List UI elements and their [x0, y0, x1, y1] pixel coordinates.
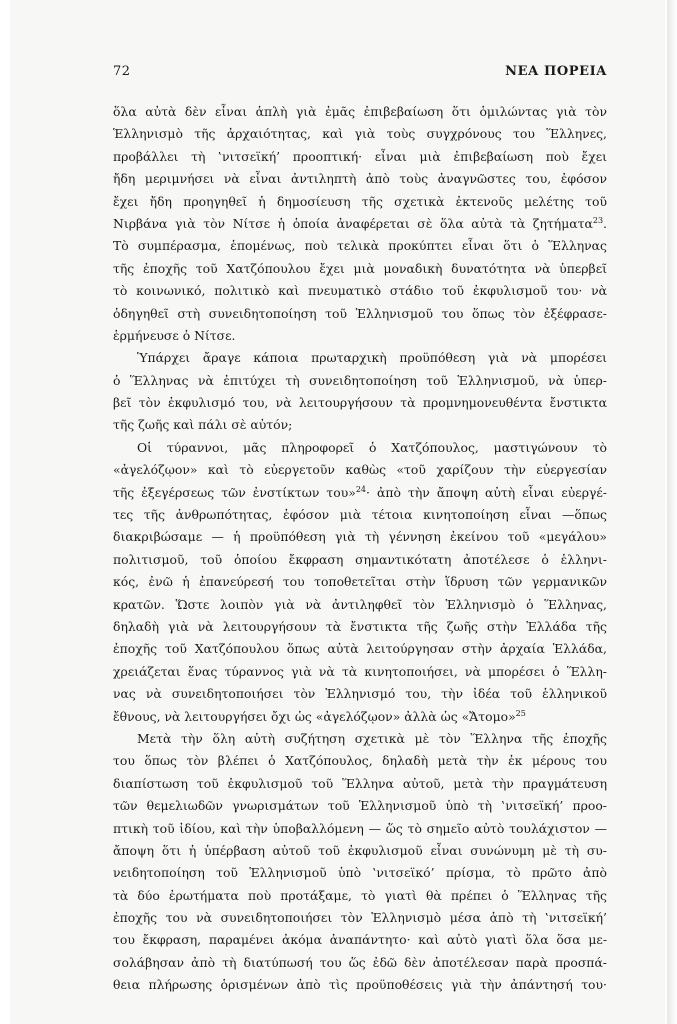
page-number: 72 [113, 64, 131, 79]
page-header [113, 64, 607, 84]
text-line: ὁδηγηθεῖ στὴ συνειδητοποίηση τοῦ Ἑλληνισμοῦ του ὅπως τὸν ἐξέφρασε- [113, 305, 607, 321]
text-line: χρειάζεται ἕνας τύραννος γιὰ νὰ τὰ κινητοποιήσει, νὰ μπορέσει ὁ Ἕλλη- [113, 663, 607, 679]
text-line: δηλαδὴ γιὰ νὰ λειτουργήσουν τὰ ἔνστικτα τῆς ζωῆς στὴν Ἑλλάδα τῆς [113, 618, 607, 634]
text-line: προβάλλει τὴ ‛νιτσεϊκή’ προοπτική· εἶναι μιὰ ἐπιβεβαίωση ποὺ ἔχει [113, 148, 607, 164]
footnote-ref: 24 [355, 484, 367, 494]
text-line: κρατῶν. Ὥστε λοιπὸν γιὰ νὰ ἀντιληφθεῖ τὸν Ἑλληνισμὸ ὁ Ἕλληνας, [113, 596, 607, 612]
footnote-ref: 23 [592, 215, 604, 225]
text-line: Τὸ συμπέρασμα, ἑπομένως, ποὺ τελικὰ προκύπτει εἶναι ὅτι ὁ Ἕλληνας [113, 238, 607, 254]
text-line: ἑρμήνευσε ὁ Νίτσε. [113, 327, 236, 343]
text-line: τὰ δύο ἐρωτήματα ποὺ προτάξαμε, τὸ γιατὶ θὰ πρέπει ὁ Ἕλληνας τῆς [113, 887, 607, 903]
text-line: Ἑλληνισμὸ τῆς ἀρχαιότητας, καὶ γιὰ τοὺς συγχρόνους του Ἕλληνες, [113, 126, 607, 142]
text-line: νειδητοποίηση τοῦ Ἑλληνισμοῦ ὑπὸ ‛νιτσεϊκό’ πρίσμα, τὸ πρῶτο ἀπὸ [113, 865, 607, 881]
text-line: ὁ Ἕλληνας νὰ ἐπιτύχει τὴ συνειδητοποίηση τοῦ Ἑλληνισμοῦ, νὰ ὑπερ- [113, 372, 607, 388]
text-segment: . [603, 215, 607, 231]
body-text [113, 101, 607, 997]
text-line: πτικὴ τοῦ ἰδίου, καὶ τὴν ὑποβαλλόμενη — ὥς τὸ σημεῖο αὐτὸ τουλάχιστον — [113, 820, 607, 836]
text-line: Ὑπάρχει ἄραγε κάποια πρωταρχικὴ προϋπόθεση γιὰ νὰ μπορέσει [137, 350, 607, 366]
text-line: του ἔκφραση, παραμένει ἀκόμα ἀναπάντητο· καὶ αὐτὸ γιατὶ ὅλα ὅσα με- [113, 932, 607, 948]
text-line: «ἀγελόζῳον» καὶ τὸ εὐεργετοῦν καθὼς «τοῦ χαρίζουν τὴν εὐεργεσίαν [113, 462, 607, 478]
text-line: ἐποχῆς του νὰ συνειδητοποιήσει τὸν Ἑλληνισμὸ μέσα ἀπὸ τὴ ‛νιτσεϊκή’ [113, 910, 607, 926]
text-line: ὅλα αὐτὰ δὲν εἶναι ἁπλὴ γιὰ ἐμᾶς ἐπιβεβαίωση ὅτι ὁμιλώντας γιὰ τὸν [113, 104, 607, 119]
text-line: πολιτισμοῦ, τοῦ ὁποίου ἔκφραση σημαντικότατη ἀποτέλεσε ὁ ἑλληνι- [113, 551, 607, 567]
text-line [113, 213, 607, 235]
page-edge-shadow [667, 0, 677, 1024]
text-segment: · ἀπὸ τὴν ἄποψη αὐτὴ εἶναι εὐεργέ- [366, 484, 607, 500]
text-line: νας νὰ συνειδητοποιήσει τὸν Ἑλληνισμό του, τὴν ἰδέα τοῦ ἑλληνικοῦ [113, 686, 607, 702]
text-line: κός, ἐνῶ ἡ ἐπανεύρεσή του τοποθετεῖται στὴν ἵδρυση τῶν γερμανικῶν [113, 574, 607, 590]
text-line: τῶν θεμελιωδῶν γνωρισμάτων τοῦ Ἑλληνισμοῦ ὑπὸ τὴ ‛νιτσεϊκή’ προο- [113, 798, 607, 814]
text-line: διαπίστωση τοῦ ἐκφυλισμοῦ τοῦ Ἕλληνα αὐτοῦ, μετὰ τὴν πραγμάτευση [113, 775, 607, 791]
text-line: θεια πλήρωσης ὁρισμένων ἀπὸ τὶς προϋποθέσεις γιὰ τὴν ἀπάντησή του· [113, 977, 607, 993]
text-line: Οἱ τύραννοι, μᾶς πληροφορεῖ ὁ Χατζόπουλος, μαστιγώνουν τὸ [137, 439, 607, 455]
text-line: βεῖ τὸν ἐκφυλισμό του, νὰ λειτουργήσουν τὰ προμνημονευθέντα ἔνστικτα [113, 395, 607, 411]
text-line: του ὅπως τὸν βλέπει ὁ Χατζόπουλος, δηλαδὴ μετὰ τὴν ἐκ μέρους του [113, 753, 607, 769]
text-segment: τῆς ἐξεγέρσεως τῶν ἐνστίκτων του» [113, 484, 356, 500]
text-line: τες τῆς ἀνθρωπότητας, ἐφόσον μιὰ τέτοια κινητοποίηση εἶναι —ὅπως [113, 507, 607, 523]
text-line: Μετὰ τὴν ὅλη αὐτὴ συζήτηση σχετικὰ μὲ τὸν Ἕλληνα τῆς ἐποχῆς [137, 730, 607, 746]
text-line [113, 482, 607, 504]
text-segment: ἔθνους, νὰ λειτουργήσει ὄχι ὡς «ἀγελόζῳον» ἀλλὰ ὡς «Ἄτομο» [113, 708, 516, 724]
text-line: διακριβώσαμε — ἡ προϋπόθεση γιὰ τὴ γέννηση ἐκείνου τοῦ «μεγάλου» [113, 529, 607, 545]
text-line: τὸ κοινωνικό, πολιτικὸ καὶ πνευματικὸ στάδιο τοῦ ἐκφυλισμοῦ του· νὰ [113, 283, 607, 299]
journal-title: ΝΕΑ ΠΟΡΕΙΑ [505, 64, 607, 79]
text-line: ἤδη μεριμνήσει νὰ εἶναι ἀντιληπτὴ ἀπὸ τοὺς ἀναγνῶστες του, ἐφόσον [113, 171, 607, 187]
text-line: τῆς ζωῆς καὶ πάλι σὲ αὐτόν; [113, 417, 293, 433]
text-segment: Νιρβάνα γιὰ τὸν Νίτσε ἡ ὁποία ἀναφέρεται σὲ ὅλα αὐτὰ τὰ ζητήματα [113, 215, 593, 231]
text-line: ἔχει ἤδη προηγηθεῖ ἡ δημοσίευση τῆς σχετικὰ ἐκτενοῦς μελέτης τοῦ [113, 193, 607, 209]
text-line: ἐποχῆς τοῦ Χατζόπουλου ὅπως αὐτὰ λειτούργησαν στὴν ἀρχαία Ἑλλάδα, [113, 641, 607, 657]
text-line: σολάβησαν ἀπὸ τὴ διατύπωσή του ὥς ἐδῶ δὲν ἀποτέλεσαν παρὰ προσπά- [113, 954, 607, 970]
text-line: τῆς ἐποχῆς τοῦ Χατζόπουλου ἔχει μιὰ μοναδικὴ δυνατότητα νὰ ὑπερβεῖ [113, 260, 607, 276]
text-line [113, 706, 607, 728]
text-line: ἄποψη ὅτι ἡ ὑπέρβαση αὐτοῦ τοῦ ἐκφυλισμοῦ εἶναι συνώνυμη μὲ τὴ συ- [113, 842, 607, 858]
footnote-ref: 25 [515, 708, 526, 718]
